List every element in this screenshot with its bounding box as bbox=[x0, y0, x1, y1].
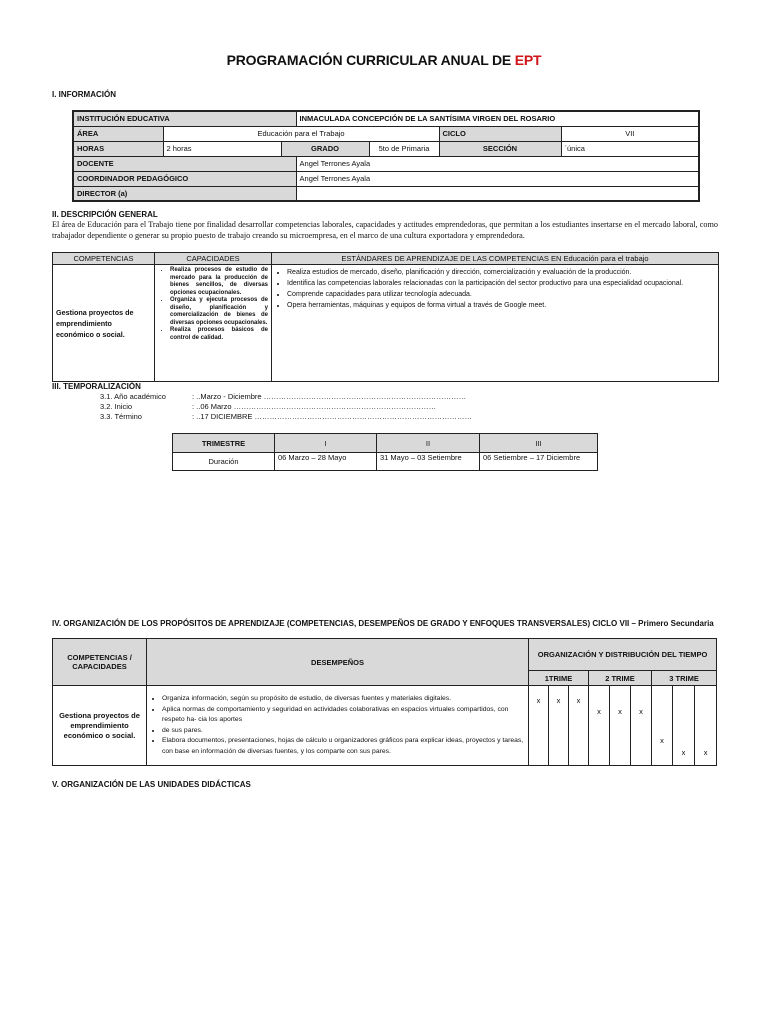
desempeno-item: • Aplica normas de comportamiento y seguridad en actividades colaborativas en espacios virtuales compartidos, con respeto ha- cia los aportes bbox=[162, 705, 525, 726]
competencia-cell-4: Gestiona proyectos de emprendimiento económico o social. bbox=[53, 686, 147, 766]
trimestre-table bbox=[172, 433, 598, 471]
section-4-heading: IV. ORGANIZACIÓN DE LOS PROPÓSITOS DE APRENDIZAJE (COMPETENCIAS, DESEMPEÑOS DE GRADO Y ENFOQUES TRANSVERSALES) CICLO VII – Primero Secundaria bbox=[52, 619, 714, 628]
director-label: DIRECTOR (a) bbox=[73, 186, 296, 201]
area-value: Educación para el Trabajo bbox=[163, 126, 439, 141]
mark-cell: x bbox=[529, 686, 549, 766]
mark-cell: x bbox=[610, 686, 631, 766]
trime-2-header: 2 TRIME bbox=[589, 671, 652, 686]
temporal-value: : ..17 DICIEMBRE …………………………………………………………………………… bbox=[192, 412, 473, 421]
capacidad-item: • Realiza procesos básicos de control de calidad. bbox=[170, 327, 268, 342]
info-table bbox=[72, 110, 700, 202]
mark-cell: x bbox=[631, 686, 652, 766]
header-capacidades: CAPACIDADES bbox=[155, 253, 272, 265]
header-competencias: COMPETENCIAS bbox=[53, 253, 155, 265]
desempeno-item: • de sus pares. bbox=[162, 726, 525, 737]
temporal-key: 3.2. Inicio bbox=[100, 402, 133, 411]
capacidad-item: • Realiza procesos de estudio de mercado para la producción de bienes sencillos, de diversas opciones ocupacionales. bbox=[170, 267, 268, 297]
mark-cell: x bbox=[549, 686, 569, 766]
coordinador-label: COORDINADOR PEDAGÓGICO bbox=[73, 171, 296, 186]
director-value bbox=[296, 186, 699, 201]
header-organizacion: ORGANIZACIÓN Y DISTRIBUCIÓN DEL TIEMPO bbox=[529, 639, 717, 671]
section-1-heading: I. INFORMACIÓN bbox=[52, 90, 116, 99]
seccion-label: SECCIÓN bbox=[439, 141, 561, 156]
general-description: El área de Educación para el Trabajo tiene por finalidad desarrollar competencias laborales, capacidades y actitudes emprendedoras, que permitan a los estudiantes insertarse en el mercado laboral, como trabajador dependiente o generar su propio puesto de trabajo creando su microempresa, en el marco de una cultura exportadora y emprendedora. bbox=[52, 220, 718, 240]
propositos-table bbox=[52, 638, 717, 766]
desempenos-cell bbox=[147, 686, 529, 766]
temporalizacion-list bbox=[100, 392, 520, 422]
header-desempenos: DESEMPEÑOS bbox=[147, 639, 529, 686]
estandares-cell bbox=[272, 265, 719, 382]
institucion-value: INMACULADA CONCEPCIÓN DE LA SANTÍSIMA VIRGEN DEL ROSARIO bbox=[296, 111, 699, 126]
temporal-value: : ..06 Marzo ……………………………………………………………………… bbox=[192, 402, 437, 411]
estandar-item: • Realiza estudios de mercado, diseño, planificación y dirección, comercialización y evaluación de la producción. bbox=[287, 267, 715, 278]
competencias-table bbox=[52, 252, 719, 382]
horas-label: HORAS bbox=[73, 141, 163, 156]
section-5-heading: V. ORGANIZACIÓN DE LAS UNIDADES DIDÁCTICAS bbox=[52, 780, 251, 789]
competencia-cell: Gestiona proyectos de emprendimiento económico o social. bbox=[53, 265, 155, 382]
header-competencias-capacidades: COMPETENCIAS / CAPACIDADES bbox=[53, 639, 147, 686]
capacidad-item: • Organiza y ejecuta procesos de diseño, planificación y comercialización de bienes de diversas opciones ocupacionales. bbox=[170, 297, 268, 327]
temporal-item bbox=[100, 392, 520, 402]
coordinador-value: Angel Terrones Ayala bbox=[296, 171, 699, 186]
temporal-key: 3.3. Término bbox=[100, 412, 142, 421]
duracion-1: 06 Marzo – 28 Mayo bbox=[275, 453, 377, 471]
mark-cell: x bbox=[652, 686, 673, 766]
title-main: PROGRAMACIÓN CURRICULAR ANUAL DE bbox=[226, 52, 515, 68]
duracion-2: 31 Mayo – 03 Setiembre bbox=[377, 453, 480, 471]
section-2-heading: II. DESCRIPCIÓN GENERAL bbox=[52, 210, 158, 219]
trimestre-header: TRIMESTRE bbox=[173, 434, 275, 453]
duracion-label: Duración bbox=[173, 453, 275, 471]
horas-value: 2 horas bbox=[163, 141, 281, 156]
trimestre-col-2: II bbox=[377, 434, 480, 453]
duracion-3: 06 Setiembre – 17 Diciembre bbox=[480, 453, 598, 471]
docente-label: DOCENTE bbox=[73, 156, 296, 171]
temporal-value: : ..Marzo - Diciembre ……………………………………………………………………… bbox=[192, 392, 467, 401]
temporal-key: 3.1. Año académico bbox=[100, 392, 166, 401]
estandar-item: • Identifica las competencias laborales relacionadas con la participación del sector productivo para una especialidad ocupacional. bbox=[287, 278, 715, 289]
estandar-item: • Comprende capacidades para utilizar tecnología adecuada. bbox=[287, 289, 715, 300]
temporal-item bbox=[100, 412, 520, 422]
trime-1-header: 1TRIME bbox=[529, 671, 589, 686]
mark-cell: x bbox=[673, 686, 695, 766]
mark-cell: x bbox=[589, 686, 610, 766]
ciclo-label: CICLO bbox=[439, 126, 561, 141]
trimestre-col-1: I bbox=[275, 434, 377, 453]
mark-cell: x bbox=[695, 686, 717, 766]
estandar-item: • Opera herramientas, máquinas y equipos de forma virtual a través de Google meet. bbox=[287, 300, 715, 311]
title-accent: EPT bbox=[514, 52, 542, 68]
page-title bbox=[0, 52, 768, 68]
desempeno-item: • Organiza información, según su propósito de estudio, de diversas fuentes y materiales digitales. bbox=[162, 694, 525, 705]
grado-value: 5to de Primaria bbox=[369, 141, 439, 156]
grado-label: GRADO bbox=[281, 141, 369, 156]
mark-cell: x bbox=[569, 686, 589, 766]
trime-3-header: 3 TRIME bbox=[652, 671, 717, 686]
temporal-item bbox=[100, 402, 520, 412]
institucion-label: INSTITUCIÓN EDUCATIVA bbox=[73, 111, 296, 126]
ciclo-value: VII bbox=[561, 126, 699, 141]
area-label: ÁREA bbox=[73, 126, 163, 141]
header-estandares: ESTÁNDARES DE APRENDIZAJE DE LAS COMPETENCIAS EN Educación para el trabajo bbox=[272, 253, 719, 265]
trimestre-col-3: III bbox=[480, 434, 598, 453]
section-3-heading: III. TEMPORALIZACIÓN bbox=[52, 382, 141, 391]
docente-value: Angel Terrones Ayala bbox=[296, 156, 699, 171]
desempeno-item: • Elabora documentos, presentaciones, hojas de cálculo u organizadores gráficos para explicar ideas, proyectos y tareas, con base en información de diversas fuentes, y los comparte con sus pares. bbox=[162, 736, 525, 757]
seccion-value: ´única bbox=[561, 141, 699, 156]
capacidades-cell bbox=[155, 265, 272, 382]
